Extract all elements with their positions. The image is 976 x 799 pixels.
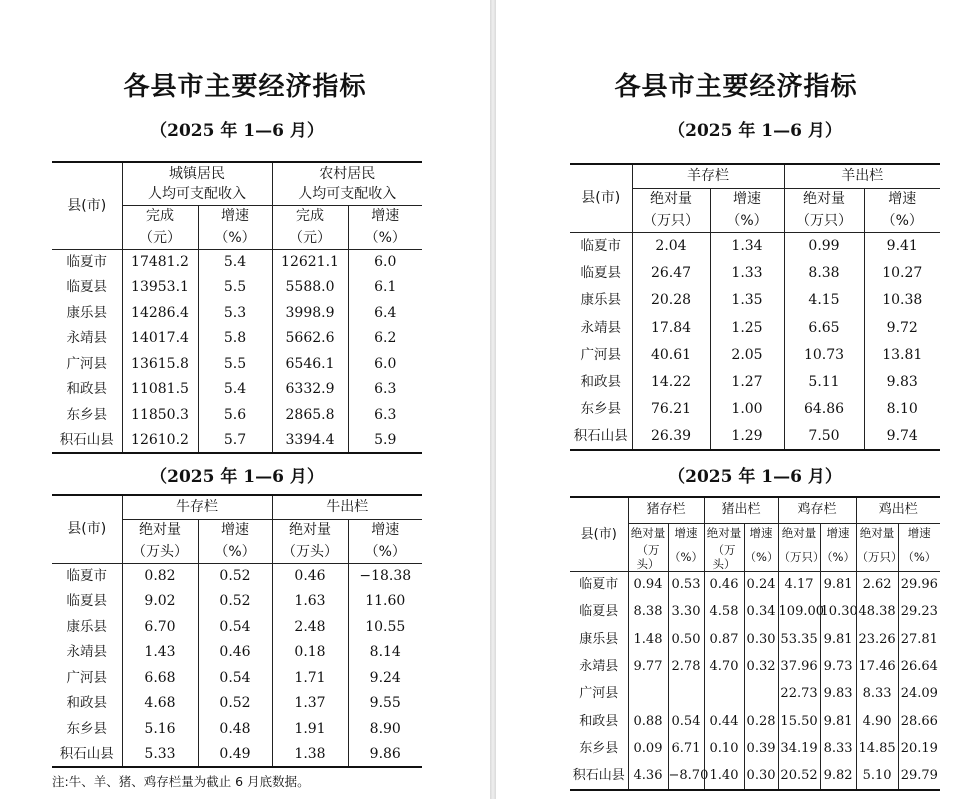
county-header: 县(市)	[52, 495, 122, 563]
county-name: 积石山县	[570, 423, 632, 450]
county-name: 康乐县	[570, 626, 628, 653]
data-cell: 5.11	[784, 368, 864, 395]
data-cell: 6.3	[374, 406, 397, 423]
column-unit: （%）	[668, 543, 704, 572]
group-header: 人均可支配收入	[122, 184, 272, 205]
data-cell: 0.30	[744, 763, 778, 790]
county-name: 东乡县	[570, 735, 628, 762]
county-name: 广河县	[570, 341, 632, 368]
data-cell: 0.87	[704, 626, 744, 653]
column-unit: （万头）	[122, 541, 198, 563]
data-cell: 4.68	[122, 691, 198, 717]
data-cell: 9.81	[820, 572, 856, 599]
data-cell: 9.72	[886, 319, 918, 336]
table-row	[570, 572, 940, 599]
county-name: 康乐县	[52, 300, 122, 326]
county-name: 东乡县	[570, 396, 632, 423]
data-cell: 5.7	[198, 428, 272, 454]
table-row	[570, 708, 940, 735]
data-cell: 1.00	[710, 396, 784, 423]
data-cell: 14.22	[632, 368, 710, 395]
data-cell: 2.78	[668, 653, 704, 680]
data-cell: 12621.1	[272, 249, 348, 275]
county-header: 县(市)	[570, 497, 628, 572]
data-cell: 5.4	[198, 377, 272, 403]
table-subtitle: （2025 年 1—6 月）	[150, 121, 324, 141]
data-cell: 9.81	[820, 708, 856, 735]
data-cell: 27.81	[900, 631, 938, 647]
data-cell: 5.4	[198, 249, 272, 275]
data-cell: 0.24	[744, 572, 778, 599]
right-page	[496, 0, 976, 799]
data-cell: 6332.9	[272, 377, 348, 403]
data-cell: 29.96	[900, 577, 938, 593]
county-name: 临夏市	[570, 572, 628, 599]
table-row	[52, 402, 422, 428]
column-unit: （万头）	[628, 543, 668, 572]
data-cell: 4.17	[778, 572, 820, 599]
county-name: 和政县	[52, 377, 122, 403]
data-cell: 0.82	[122, 563, 198, 589]
table-row	[52, 716, 422, 742]
data-cell: 12610.2	[122, 428, 198, 454]
table-row	[52, 428, 422, 454]
data-cell: 0.44	[704, 708, 744, 735]
data-cell: 9.74	[864, 423, 940, 450]
data-cell: 9.83	[886, 374, 918, 391]
data-cell: 1.29	[710, 423, 784, 450]
county-name: 和政县	[570, 368, 632, 395]
data-cell: 5.8	[198, 326, 272, 352]
data-cell: 3998.9	[272, 300, 348, 326]
county-name: 广河县	[52, 351, 122, 377]
table-row	[52, 614, 422, 640]
table-row	[52, 640, 422, 666]
data-cell: 1.35	[710, 287, 784, 314]
group-header: 牛存栏	[122, 495, 272, 519]
data-cell	[704, 681, 744, 708]
county-name: 临夏市	[570, 232, 632, 259]
column-header: 增速	[198, 519, 272, 541]
data-cell: 1.63	[272, 589, 348, 615]
data-cell: 10.55	[365, 618, 406, 635]
data-cell: 11.60	[365, 593, 406, 610]
column-unit: （万头）	[272, 541, 348, 563]
data-cell: 8.90	[369, 720, 401, 737]
data-cell: 0.50	[668, 626, 704, 653]
county-name: 积石山县	[570, 763, 628, 790]
data-cell: 10.38	[882, 292, 923, 309]
column-unit: （%）	[820, 543, 856, 572]
data-cell: 2.62	[856, 572, 898, 599]
data-cell: 5662.6	[272, 326, 348, 352]
data-cell: 1.91	[272, 716, 348, 742]
data-cell: 28.66	[900, 713, 938, 729]
table-row	[52, 742, 422, 768]
cattle-table	[52, 494, 422, 768]
table-row	[570, 232, 940, 259]
data-cell: 0.48	[198, 716, 272, 742]
data-cell: 20.52	[778, 763, 820, 790]
data-cell: 29.79	[898, 763, 940, 790]
column-unit: （万只）	[778, 543, 820, 572]
data-cell: 1.34	[710, 232, 784, 259]
table-subtitle: （2025 年 1—6 月）	[668, 121, 842, 141]
data-cell: 9.82	[820, 763, 856, 790]
county-name: 临夏县	[570, 259, 632, 286]
data-cell: 0.46	[272, 563, 348, 589]
data-cell: 15.50	[778, 708, 820, 735]
data-cell: 20.19	[900, 740, 938, 756]
data-cell: 0.46	[704, 572, 744, 599]
data-cell: 3.30	[668, 599, 704, 626]
column-header: 增速	[371, 522, 400, 539]
county-name: 永靖县	[52, 326, 122, 352]
data-cell: 4.90	[856, 708, 898, 735]
data-cell: 6.0	[374, 254, 397, 270]
column-header: 绝对量	[784, 188, 864, 210]
county-header: 县(市)	[570, 164, 632, 232]
table-row	[52, 377, 422, 403]
data-cell: 26.64	[900, 659, 938, 675]
data-cell: 8.38	[628, 599, 668, 626]
county-name: 康乐县	[52, 614, 122, 640]
column-unit: （万只）	[784, 210, 864, 232]
group-header: 城镇居民	[122, 162, 272, 184]
column-header: 增速	[888, 191, 917, 208]
data-cell: −18.38	[359, 568, 412, 584]
data-cell: 9.41	[886, 237, 918, 254]
data-cell	[668, 681, 704, 708]
table-row	[570, 368, 940, 395]
data-cell: 2.05	[710, 341, 784, 368]
pig-chicken-table	[570, 496, 940, 791]
sheep-table	[570, 163, 940, 451]
data-cell: 14286.4	[122, 300, 198, 326]
column-header: 增速	[198, 205, 272, 227]
data-cell: 1.38	[272, 742, 348, 768]
column-unit: （%）	[710, 210, 784, 232]
data-cell: 29.23	[900, 604, 938, 620]
data-cell: 10.73	[784, 341, 864, 368]
county-name: 临夏县	[570, 599, 628, 626]
data-cell: 1.33	[710, 259, 784, 286]
data-cell: 10.27	[882, 264, 923, 281]
column-unit: （%）	[898, 543, 940, 572]
data-cell: 9.55	[369, 695, 401, 712]
data-cell: 0.49	[198, 742, 272, 768]
page-title: 各县市主要经济指标	[614, 72, 858, 102]
column-header: 绝对量	[704, 523, 744, 543]
table-row	[52, 326, 422, 352]
data-cell: 0.54	[198, 665, 272, 691]
data-cell: 17.46	[856, 653, 898, 680]
data-cell: 64.86	[784, 396, 864, 423]
column-unit: （%）	[198, 227, 272, 249]
column-header: 增速	[744, 523, 778, 543]
data-cell: 6.2	[374, 330, 397, 347]
table-row	[52, 665, 422, 691]
data-cell: 6546.1	[272, 351, 348, 377]
data-cell: 9.02	[122, 589, 198, 615]
data-cell: 5.33	[122, 742, 198, 768]
data-cell: 7.50	[784, 423, 864, 450]
data-cell: 13615.8	[122, 351, 198, 377]
data-cell: 6.70	[122, 614, 198, 640]
column-unit: （万只）	[632, 210, 710, 232]
data-cell: 6.65	[784, 314, 864, 341]
data-cell: 0.39	[744, 735, 778, 762]
column-header: 完成	[272, 205, 348, 227]
table-row	[570, 259, 940, 286]
data-cell: 0.99	[784, 232, 864, 259]
column-header: 增速	[907, 526, 931, 541]
data-cell: 1.71	[272, 665, 348, 691]
table-row	[570, 599, 940, 626]
data-cell: 1.43	[122, 640, 198, 666]
data-cell: 0.88	[628, 708, 668, 735]
data-cell: 1.37	[272, 691, 348, 717]
group-header: 人均可支配收入	[272, 184, 422, 205]
data-cell: 0.46	[198, 640, 272, 666]
data-cell: 0.09	[628, 735, 668, 762]
data-cell: 14.85	[856, 735, 898, 762]
group-header: 鸡出栏	[856, 497, 940, 523]
data-cell: 5.3	[198, 300, 272, 326]
county-name: 和政县	[570, 708, 628, 735]
county-name: 东乡县	[52, 716, 122, 742]
data-cell: 109.00	[778, 599, 820, 626]
data-cell: 17.84	[632, 314, 710, 341]
column-header: 绝对量	[628, 523, 668, 543]
data-cell: 0.10	[704, 735, 744, 762]
data-cell: 14017.4	[122, 326, 198, 352]
column-unit: （%）	[744, 543, 778, 572]
column-unit: （元）	[122, 227, 198, 249]
data-cell: 17481.2	[122, 249, 198, 275]
data-cell: 11081.5	[122, 377, 198, 403]
group-header: 农村居民	[319, 165, 376, 182]
data-cell: 4.58	[704, 599, 744, 626]
data-cell: 22.73	[778, 681, 820, 708]
group-header: 鸡存栏	[778, 497, 856, 523]
column-header: 绝对量	[272, 519, 348, 541]
data-cell: 6.0	[374, 355, 397, 372]
data-cell: 6.4	[374, 304, 397, 321]
data-cell: 0.54	[198, 614, 272, 640]
county-name: 临夏县	[52, 589, 122, 615]
group-header: 猪存栏	[628, 497, 704, 523]
data-cell: 6.3	[374, 381, 397, 398]
table-row	[570, 735, 940, 762]
county-name: 永靖县	[52, 640, 122, 666]
table-row	[570, 341, 940, 368]
data-cell: 13.81	[882, 346, 923, 363]
data-cell: 6.1	[374, 279, 397, 296]
group-header: 猪出栏	[704, 497, 778, 523]
table-row	[52, 563, 422, 589]
data-cell: 5.6	[198, 402, 272, 428]
data-cell: 0.32	[744, 653, 778, 680]
data-cell: 0.53	[668, 572, 704, 599]
data-cell: 4.36	[628, 763, 668, 790]
data-cell: 13953.1	[122, 275, 198, 301]
data-cell: 24.09	[900, 686, 938, 702]
data-cell: 4.70	[704, 653, 744, 680]
data-cell: 8.14	[369, 644, 401, 661]
column-header: 增速	[371, 208, 400, 225]
county-name: 永靖县	[570, 653, 628, 680]
column-header: 增速	[820, 523, 856, 543]
column-unit: （万头）	[704, 543, 744, 572]
data-cell: 5.9	[348, 428, 422, 454]
data-cell: 26.39	[632, 423, 710, 450]
data-cell: 2865.8	[272, 402, 348, 428]
table-row	[570, 423, 940, 450]
data-cell	[628, 681, 668, 708]
column-unit: （%）	[348, 227, 422, 249]
data-cell: 76.21	[632, 396, 710, 423]
county-name: 康乐县	[570, 287, 632, 314]
data-cell: 9.81	[820, 626, 856, 653]
column-unit: （%）	[864, 210, 940, 232]
data-cell: 0.52	[198, 691, 272, 717]
column-header: 绝对量	[856, 523, 898, 543]
table-row	[570, 626, 940, 653]
data-cell: 6.71	[668, 735, 704, 762]
county-name: 广河县	[52, 665, 122, 691]
column-header: 增速	[710, 188, 784, 210]
data-cell: 6.68	[122, 665, 198, 691]
data-cell: 5588.0	[272, 275, 348, 301]
data-cell: 0.52	[198, 589, 272, 615]
data-cell: 1.27	[710, 368, 784, 395]
data-cell: 10.30	[820, 599, 856, 626]
data-cell: 5.5	[198, 275, 272, 301]
column-unit: （元）	[272, 227, 348, 249]
data-cell: 9.86	[348, 742, 422, 768]
data-cell: 9.73	[820, 653, 856, 680]
county-name: 积石山县	[52, 742, 122, 768]
data-cell: 20.28	[632, 287, 710, 314]
data-cell: 53.35	[778, 626, 820, 653]
county-name: 和政县	[52, 691, 122, 717]
data-cell: 0.34	[744, 599, 778, 626]
data-cell: 11850.3	[122, 402, 198, 428]
data-cell: 0.54	[668, 708, 704, 735]
data-cell: 5.10	[856, 763, 898, 790]
data-cell: 1.40	[704, 763, 744, 790]
table-subtitle: （2025 年 1—6 月）	[150, 467, 324, 487]
county-name: 积石山县	[52, 428, 122, 454]
data-cell: 37.96	[778, 653, 820, 680]
column-header: 增速	[668, 523, 704, 543]
table-row	[570, 763, 940, 790]
county-name: 广河县	[570, 681, 628, 708]
column-header: 绝对量	[122, 519, 198, 541]
table-row	[52, 589, 422, 615]
data-cell: 26.47	[632, 259, 710, 286]
table-row	[52, 275, 422, 301]
group-header: 牛出栏	[272, 495, 422, 519]
column-header: 完成	[122, 205, 198, 227]
column-unit: （万只）	[856, 543, 898, 572]
data-cell: 5.5	[198, 351, 272, 377]
table-row	[570, 681, 940, 708]
data-cell: 0.18	[272, 640, 348, 666]
data-cell: 0.52	[198, 563, 272, 589]
data-cell: 8.33	[820, 735, 856, 762]
column-header: 绝对量	[632, 188, 710, 210]
county-name: 东乡县	[52, 402, 122, 428]
data-cell: 9.24	[369, 669, 401, 686]
income-table	[52, 161, 422, 454]
table-row	[570, 396, 940, 423]
county-name: 永靖县	[570, 314, 632, 341]
county-header: 县(市)	[52, 162, 122, 249]
table-row	[52, 249, 422, 275]
data-cell: 0.28	[744, 708, 778, 735]
data-cell: 1.25	[710, 314, 784, 341]
data-cell: 9.77	[628, 653, 668, 680]
data-cell: 0.94	[628, 572, 668, 599]
data-cell: 1.48	[628, 626, 668, 653]
table-row	[570, 314, 940, 341]
data-cell	[744, 681, 778, 708]
data-cell: 4.15	[784, 287, 864, 314]
data-cell: 0.30	[744, 626, 778, 653]
group-header: 羊存栏	[632, 164, 784, 188]
footnote: 注:牛、羊、猪、鸡存栏量为截止 6 月底数据。	[52, 774, 310, 789]
data-cell: 8.38	[784, 259, 864, 286]
data-cell: 34.19	[778, 735, 820, 762]
table-row	[570, 287, 940, 314]
table-row	[52, 691, 422, 717]
column-unit: （%）	[348, 541, 422, 563]
data-cell: 2.48	[272, 614, 348, 640]
county-name: 临夏市	[52, 249, 122, 275]
page-title: 各县市主要经济指标	[123, 72, 367, 102]
table-row	[52, 351, 422, 377]
data-cell: 9.83	[820, 681, 856, 708]
county-name: 临夏县	[52, 275, 122, 301]
table-row	[570, 653, 940, 680]
data-cell: 8.33	[856, 681, 898, 708]
table-subtitle: （2025 年 1—6 月）	[668, 467, 842, 487]
column-header: 绝对量	[778, 523, 820, 543]
data-cell: 2.04	[632, 232, 710, 259]
group-header: 羊出栏	[784, 164, 940, 188]
county-name: 临夏市	[52, 563, 122, 589]
data-cell: 3394.4	[272, 428, 348, 454]
data-cell: 8.10	[886, 401, 918, 418]
column-unit: （%）	[198, 541, 272, 563]
data-cell: 40.61	[632, 341, 710, 368]
data-cell: 48.38	[856, 599, 898, 626]
data-cell: 23.26	[856, 626, 898, 653]
data-cell: 5.16	[122, 716, 198, 742]
data-cell: −8.70	[668, 763, 704, 790]
table-row	[52, 300, 422, 326]
